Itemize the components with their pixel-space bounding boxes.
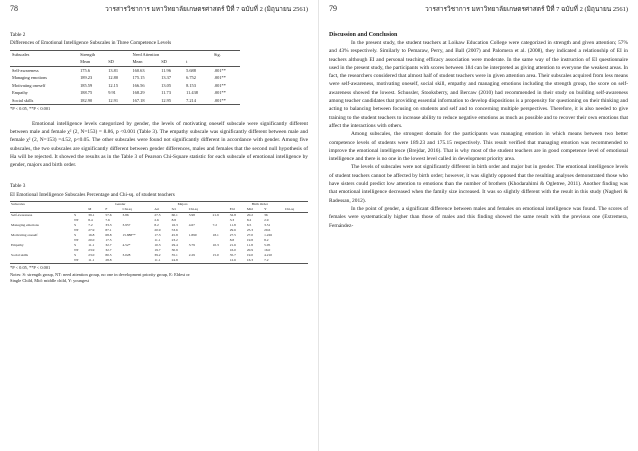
table3-cell: 32.7 xyxy=(105,243,112,248)
discussion-paragraph-4: In the point of gender, a significant difference between males and females on emotional intelligence was found. The scores of females were systematically higher than those of males and this finding showed the same result with the previous one (Extremera, Fernández- xyxy=(329,205,628,229)
table2-cell: Empathy xyxy=(12,90,28,96)
table3-subhead: Eld xyxy=(229,207,246,213)
table3-cell: 29.4 xyxy=(171,243,178,248)
table2-title: Differences of Emotional Intelligence Subscales in Three Competence Levels xyxy=(10,40,172,47)
discussion-paragraph-3: The levels of subscales were not significantly different in birth order and major but in gender. The emotional intelligence levels of student teachers cannot be affected by birth order; however, it was slightly opposed that the resulting analyses demonstrated those who have sisters could predict low attention to emotions than the number of brothers (Khodarahimi & Ogletree, 2011). Another finding was that emotional intelligence decreased when the family size increased. It was so slightly different with the result in this study (Nagheri & Radessan, 2012). xyxy=(329,164,628,204)
table3-cell: 80.5 xyxy=(105,253,112,258)
table3-cell: NT xyxy=(74,238,79,243)
table2-cell: .001** xyxy=(213,82,226,88)
table2-cell: .001** xyxy=(213,90,226,96)
table3-cell: 7.6 xyxy=(105,218,110,223)
table3-head: Birth Order xyxy=(212,201,308,207)
table3-cell: 11.1 xyxy=(154,238,161,243)
table3-cell: 3.3 xyxy=(229,218,235,223)
table3-row xyxy=(10,258,308,264)
table3-cell: 2.6 xyxy=(154,218,159,223)
table3-subhead: Chi-sq xyxy=(284,207,308,213)
table2-cell: 182.90 xyxy=(78,97,106,105)
table3-subhead: Chi-sq xyxy=(122,207,154,213)
table3-cell: 33.3 xyxy=(105,223,112,228)
table3-cell: 27.9 xyxy=(88,228,95,233)
table2-subhead: SD xyxy=(159,58,184,66)
table3-cell: 8.2 xyxy=(264,238,269,243)
table2-cell: Motivating oneself xyxy=(12,82,46,88)
table2-cell: 167.18 xyxy=(130,97,159,105)
table3-cell: 18.1 xyxy=(212,233,219,238)
table2-header-row xyxy=(10,50,240,58)
table2-cell: .001** xyxy=(213,75,226,81)
table2-cell: 12.95 xyxy=(159,97,184,105)
table3-cell: 16.0 xyxy=(264,248,271,253)
table2-cell: 9.91 xyxy=(108,90,116,96)
table3-cell: NT xyxy=(73,258,87,264)
table3-cell: 17.5 xyxy=(105,238,112,243)
table2-head xyxy=(184,50,212,58)
table3-title: EI Emotional Intelligence Subscales Percentage and Chi-sq. of student teachers xyxy=(10,191,175,198)
table3-cell: 29.6 xyxy=(264,228,271,233)
table2-cell: 8.153 xyxy=(186,82,196,88)
table2-row xyxy=(10,89,240,97)
table3-cell: 7.2 xyxy=(263,258,284,264)
table3-head: Subscales xyxy=(10,201,73,207)
table2-cell: 13.81 xyxy=(108,67,119,73)
table3-cell: S xyxy=(74,213,77,218)
discussion-paragraph-2: Among subscales, the strongest domain for the participants was managing emotion in which means between two better competence levels of students were 189.23 and 175.15 respectively. This result verified that managing emotion was recommended to improve the emotional intelligence (Brejdar, 2016). That is why most of the student teachers are in good competence level of emotional intelligence and there is no one in the lowest level called in development priority area. xyxy=(329,131,628,163)
table3-cell: 11.1 xyxy=(88,243,95,248)
table3-cell: 29.6 xyxy=(229,228,236,233)
table3-cell xyxy=(284,258,308,264)
table3-cell: 8.2 xyxy=(246,218,252,223)
table2-cell: .001** xyxy=(213,67,226,73)
table2-subheader-row xyxy=(10,58,240,66)
table3-head: Majors xyxy=(153,201,211,207)
table3-cell: 5.05 xyxy=(264,243,271,248)
left-paragraph: Emotional intelligence levels categorized by gender, the levels of motivating oneself subscale were significantly different between male and female χ² (2, N=153) = 8.86, p <0.001 (Table 3). The empathy subscale was significantly different between male and female χ² (2, N=153) =4.52, p<0.05. The other subscales were found not significantly different in accordance with gender. Among five subscales, the two subscales are significantly different between gender differences, males and females that the second null hypothesis of Ha will be rejected. It showed the results as in the Table 3 of Pearson Chi-Square statistic for each subscale of emotional intelligence by gender, majors and birth order. xyxy=(10,120,308,168)
table2-head: Subscales xyxy=(10,50,78,58)
table2-cell: 168.29 xyxy=(132,90,145,96)
table3-cell: 19.0 xyxy=(246,253,254,258)
table2 xyxy=(10,50,240,106)
table3-cell: 8.8 xyxy=(229,238,235,243)
table3-cell: NT xyxy=(74,218,79,223)
table3-cell: 87.1 xyxy=(105,228,112,233)
table2-subhead: t xyxy=(184,58,212,66)
left-page-number: 78 xyxy=(10,4,18,13)
table2-cell: 188.75 xyxy=(80,90,93,96)
table3-label: Table 3 xyxy=(10,183,26,190)
table3-cell: 3.98 xyxy=(188,213,195,218)
table3-cell: 20.9 xyxy=(246,248,254,253)
table3-cell: 10.3 xyxy=(212,243,219,248)
table3-cell: 20.9 xyxy=(154,228,161,233)
table2-head: Need Attention xyxy=(130,50,184,58)
table3-cell: 1.890 xyxy=(188,233,197,238)
table3-cell: 19.7 xyxy=(154,248,161,253)
table3-cell: 27.5 xyxy=(229,233,236,238)
table3-cell: 24.8 xyxy=(171,258,188,264)
table3-cell: S xyxy=(74,243,77,248)
table2-cell: 166.56 xyxy=(132,82,145,88)
table3-cell: S xyxy=(74,223,77,228)
table3-cell: 32.7 xyxy=(105,248,112,253)
table3-cell: 8.2 xyxy=(154,223,159,228)
table3-cell: 8.8 xyxy=(171,218,176,223)
table3-cell: 6.5 xyxy=(246,223,252,228)
table3-cell: Self-awareness xyxy=(11,213,33,218)
table2-cell: 5.688 xyxy=(186,67,196,73)
table2-subhead: Mean xyxy=(130,58,159,66)
table3-subhead: Y xyxy=(263,207,284,213)
table2-cell: 11.96 xyxy=(161,67,171,73)
table3-subhead: F xyxy=(104,207,121,213)
table2-row xyxy=(10,66,240,74)
table2-cell: 13.37 xyxy=(161,75,172,81)
table2-cell: Managing emotions xyxy=(12,75,47,81)
table3-cell: 21.9 xyxy=(212,213,219,218)
table3-subhead: M xyxy=(87,207,104,213)
table3-cell: 36 xyxy=(264,213,268,218)
table2-cell: 189.23 xyxy=(80,75,93,81)
table2-subhead: SD xyxy=(106,58,130,66)
table3-cell: 21.6 xyxy=(229,243,236,248)
table2-cell: 12.15 xyxy=(108,82,119,88)
table3-cell: 20.0 xyxy=(88,238,95,243)
discussion-paragraph-1: In the present study, the student teachers at Loikaw Education College were categorized in strength and given attention; 57% and 43% respectively. Similarly to Pemaraw, Perry, and Ball (2007) and Palomera et al. (2008), they indicated a relationship of EI in teachers although EI and personal teaching efficacy association were moderate. In the same way of the instruction of EI questionnaire used in the present study, the participants with scores between 184 can be interpreted as giving attention to everyone the weakest areas. In fact, the researchers considered that almost half of student teachers were in given attention area. Their subscales acquired from less means were self-awareness, motivating oneself, social skill, empathy and managing emotions including the strength group, the score on self-awareness showed the lowest. Schussler, Stooksberry, and Bercaw (2010) had recommended in their study on building self-awareness among teacher candidates that providing essential information to develop dispositions is a propensity for questioning on their thinking and acting to balancing between focusing on students and self and to concerning multiple perspectives. Therefore, it is also needed to give training to the student teachers to increase ability to reduce negative emotions as much as possible and to recover their own emotions that affect the interactions with others. xyxy=(329,40,628,129)
table3-cell: NT xyxy=(74,228,79,233)
table2-cell: Self-awareness xyxy=(12,67,39,73)
table3 xyxy=(10,201,308,264)
table3-cell: 7.2 xyxy=(88,223,93,228)
left-journal-title: วารสารวิชาการ มหาวิทยาลัยเกษตรศาสตร์ ปีที่ 7 ฉบับที่ 2 (มิถุนายน 2561) xyxy=(105,6,308,13)
table3-cell: 16.3 xyxy=(246,258,263,264)
table3-cell: 53.6 xyxy=(171,228,178,233)
table2-subhead xyxy=(10,58,78,66)
right-journal-title: วารสารวิชาการ มหาวิทยาลัยเกษตรศาสตร์ ปีที่ 7 ฉบับที่ 2 (มิถุนายน 2561) xyxy=(425,6,628,13)
table3-subhead: Chi-sq xyxy=(188,207,212,213)
table2-head: Strength xyxy=(78,50,130,58)
table3-cell: 57.6 xyxy=(105,213,112,218)
table3-cell: 15.0 xyxy=(212,253,219,258)
table3-cell xyxy=(188,258,212,264)
table3-cell: 60.1 xyxy=(171,213,178,218)
table3-cell: 27.0 xyxy=(246,233,254,238)
table3-cell: 11.1 xyxy=(87,258,104,264)
table3-note: *P < 0.05, **P < 0.001 xyxy=(10,264,51,270)
table3-cell: 8.4 xyxy=(88,218,93,223)
table3-cell: 17.3 xyxy=(154,233,161,238)
table3-cell: 4.67 xyxy=(188,223,195,228)
table3-cell xyxy=(122,258,154,264)
table3-cell: 12.6 xyxy=(229,258,246,264)
table3-cell: 45.8 xyxy=(171,233,178,238)
table3-cell: 28.8 xyxy=(104,258,121,264)
table3-cell: 16.8 xyxy=(88,233,95,238)
table3-cell: 19.8 xyxy=(246,238,254,243)
table3-cell: 4.210 xyxy=(264,253,272,258)
table2-cell: 175.6 xyxy=(80,67,90,73)
table3-cell: 11.1 xyxy=(153,258,170,264)
table2-row xyxy=(10,82,240,90)
table3-cell: 10.3 xyxy=(154,243,161,248)
table3-cell xyxy=(212,258,229,264)
right-page-number: 79 xyxy=(329,4,337,13)
table2-row xyxy=(10,97,240,105)
table3-cell xyxy=(10,258,73,264)
section-heading: Discussion and Conclusion xyxy=(329,32,398,38)
table2-cell: 185.59 xyxy=(80,82,93,88)
table2-cell: 13.05 xyxy=(161,82,172,88)
table3-cell: 4.52* xyxy=(122,243,131,248)
table2-head: Sig. xyxy=(212,50,240,58)
table3-cell: 25.3 xyxy=(246,228,254,233)
table3-cell: 39.1 xyxy=(88,213,95,218)
table3-cell: 23.0 xyxy=(88,253,95,258)
table3-cell: 3.86 xyxy=(122,213,129,218)
table3-cell: 7.2 xyxy=(212,223,218,228)
table3-cell: Empathy xyxy=(11,243,24,248)
table2-subhead: Mean xyxy=(78,58,106,66)
table3-notes-abbrev: Notes: S: strength group, NT: need attention group, no one in development priority group, E: Eldest or xyxy=(10,271,190,277)
table3-cell: 11.8 xyxy=(246,243,253,248)
table2-cell: 11.73 xyxy=(161,90,171,96)
table2-note: *P < 0.05, **P < 0.001 xyxy=(10,106,51,112)
table3-cell: 16.3 xyxy=(171,223,178,228)
table3-cell: Social skills xyxy=(11,253,29,258)
table3-subhead: Sci xyxy=(171,207,188,213)
table3-cell: Motivating oneself xyxy=(11,233,38,238)
table2-row xyxy=(10,74,240,82)
left-page-header xyxy=(10,4,308,32)
table3-cell: 11.8 xyxy=(229,223,236,228)
table3-cell: 2.29 xyxy=(188,253,195,258)
table3-cell: 35.7 xyxy=(229,253,236,258)
table3-cell: 68.8 xyxy=(105,233,112,238)
table2-cell: .001** xyxy=(212,97,240,105)
right-page xyxy=(319,0,638,451)
table3-cell: Managing emotions xyxy=(11,223,39,228)
table3-cell: 1.226 xyxy=(264,233,272,238)
table3-cell: S xyxy=(74,233,77,238)
table2-cell: 12.91 xyxy=(106,97,130,105)
table3-subhead: Art xyxy=(153,207,170,213)
table3-cell: NT xyxy=(74,248,79,253)
table2-cell: 7.214 xyxy=(184,97,212,105)
table3-cell: 3.79 xyxy=(188,243,195,248)
table3-subhead: Mid xyxy=(246,207,263,213)
table3-cell: 39.2 xyxy=(154,253,161,258)
table3-head: Gender xyxy=(87,201,153,207)
table3-cell: 3.028 xyxy=(122,253,131,258)
table3-cell: 16.0 xyxy=(229,248,236,253)
table2-cell: Social skills xyxy=(10,97,78,105)
table2-cell: 6.752 xyxy=(186,75,196,81)
table2-cell: 12.80 xyxy=(108,75,119,81)
table2-cell: 175.15 xyxy=(132,75,145,81)
table3-cell: 3.51 xyxy=(264,223,271,228)
table3-cell: 32.8 xyxy=(229,213,236,218)
table3-cell: 3.957 xyxy=(122,223,131,228)
table3-cell: 23.9 xyxy=(88,248,95,253)
table3-notes-abbrev-cont: Single Child, Mid: middle child, Y: youngest xyxy=(10,278,89,284)
table3-cell: 23.2 xyxy=(171,238,178,243)
table3-cell: 35.1 xyxy=(171,253,178,258)
table2-label: Table 2 xyxy=(10,32,26,38)
right-page-header xyxy=(329,4,628,32)
table3-cell: S xyxy=(74,253,77,258)
table3-cell: 27.5 xyxy=(154,213,161,218)
table2-cell: 160.63 xyxy=(132,67,145,73)
table2-subhead xyxy=(212,58,240,66)
table3-cell: 2.9 xyxy=(264,218,269,223)
table3-cell: 15.888** xyxy=(122,233,136,238)
table2-cell: 11.438 xyxy=(186,90,198,96)
table3-cell: 20.2 xyxy=(246,213,254,218)
table3-cell: 30.9 xyxy=(171,248,178,253)
